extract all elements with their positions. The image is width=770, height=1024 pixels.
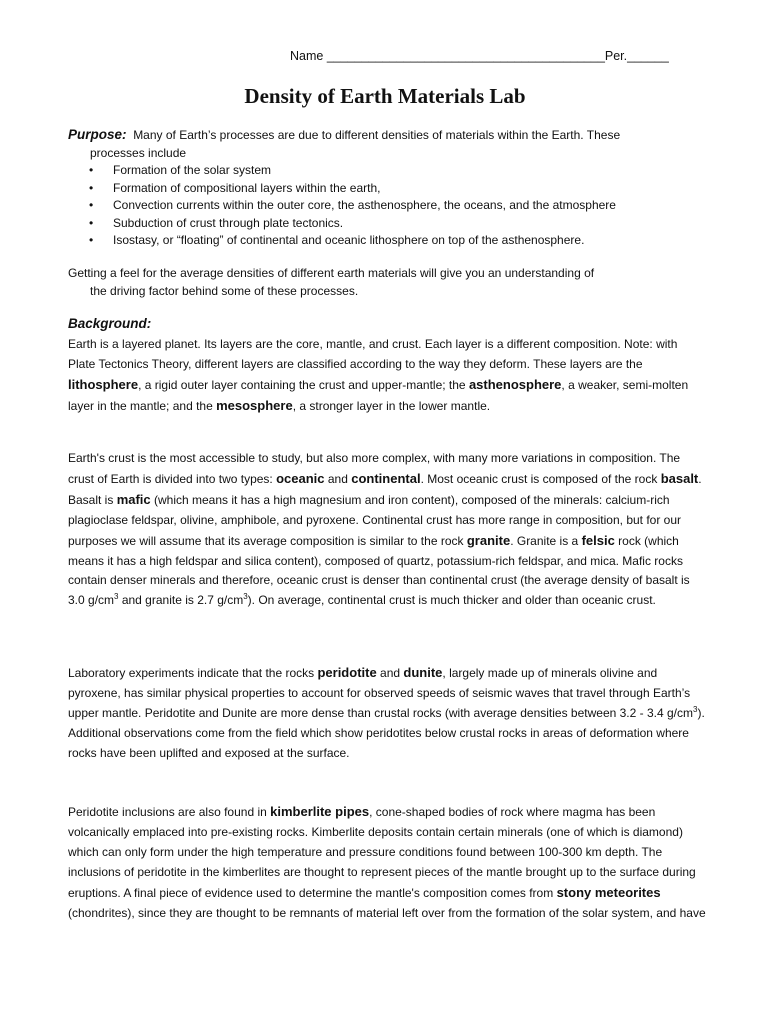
paragraph-text: , a rigid outer layer containing the crust and upper-mantle; the [138,377,469,392]
purpose-heading: Purpose: [68,127,127,142]
term-basalt: basalt [660,470,699,486]
crust-paragraph [68,449,708,611]
paragraph-text: ). Additional observations come from the field which show peridotites below crustal rocks in areas of deformation where rocks have been uplifted and exposed at the surface. [68,705,705,760]
paragraph-text: Earth is a layered planet. Its layers are the core, mantle, and crust. Each layer is a different composition. Note: with Plate Tectonics Theory, different layers are classified according to the way they deform. These layers are the [68,337,678,371]
purpose-intro-continued: processes include [90,145,187,160]
paragraph-text: Peridotite inclusions are also found in [68,805,271,819]
list-item: • Isostasy, or “floating” of continental and oceanic lithosphere on top of the asthenosphere. [113,232,708,250]
page-title: Density of Earth Materials Lab [244,84,526,108]
term-oceanic: oceanic [276,470,325,486]
paragraph-text: . Basalt is [68,471,702,507]
paragraph-text: ). On average, continental crust is much thicker and older than oceanic crust. [247,593,656,608]
paragraph-text: (which means it has a high magnesium and iron content), composed of the minerals: calcium-rich plagioclase feldspar, olivine, amphibole, and pyroxene. Continental crust has more range in composition, but for our purposes we will assume that its average composition is similar to the rock [68,492,682,548]
getting-line-2: the driving factor behind some of these processes. [90,284,359,298]
term-kimberlite-pipes: kimberlite pipes [270,804,370,819]
layers-paragraph [68,335,708,417]
paragraph-text: , cone-shaped bodies of rock where magma has been volcanically emplaced into pre-existing rocks. Kimberlite deposits contain certain minerals (one of which is diamond) which can only form under the high temperature and pressure conditions found between 100-300 km depth. The inclusions of peridotite in the kimberlites are thought to represent pieces of the mantle brought up to the surface during eruptions. A final piece of evidence used to determine the mantle's composition comes from [68,805,696,900]
paragraph-text: , a weaker, semi-molten layer in the mantle; and the [68,377,689,413]
term-stony-meteorites: stony meteorites [556,884,661,900]
paragraph-text: and [376,666,404,680]
term-peridotite: peridotite [317,665,377,680]
paragraph-text: and granite is 2.7 g/cm [118,593,244,608]
list-item: • Subduction of crust through plate tectonics. [113,215,708,233]
list-item: • Convection currents within the outer core, the asthenosphere, the oceans, and the atmosphere [113,197,708,215]
paragraph-text: . Granite is a [510,533,582,548]
getting-a-feel-paragraph [68,264,708,300]
term-asthenosphere: asthenosphere [468,376,562,392]
term-granite: granite [466,532,511,548]
superscript: 3 [114,592,119,602]
purpose-intro [68,126,708,145]
term-felsic: felsic [581,532,615,548]
background-heading: Background: [68,316,152,331]
paragraph-text: , a stronger layer in the lower mantle. [292,398,491,413]
paragraph-text: . Most oceanic crust is composed of the rock [420,471,661,486]
purpose-section [68,126,708,250]
paragraph-text: and [324,471,352,486]
process-list [68,162,708,250]
list-item: • Formation of compositional layers within the earth, [113,180,708,198]
paragraph-text: Laboratory experiments indicate that the rocks [68,666,318,680]
term-lithosphere: lithosphere [68,376,139,392]
paragraph-text: Earth's crust is the most accessible to study, but also more complex, with many more variations in composition. The crust of Earth is divided into two types: [68,451,681,486]
paragraph-text: , largely made up of minerals olivine and pyroxene, has similar physical properties to account for observed speeds of seismic waves that travel through Earth’s upper mantle. Peridotite and Dunite are more dense than crustal rocks (with average densities between 3.2 - 3.4 g/cm [68,666,694,720]
purpose-intro-text: Many of Earth’s processes are due to different densities of materials within the Earth. These [133,128,621,142]
list-item: • Formation of the solar system [113,162,708,180]
term-mafic: mafic [116,491,151,507]
paragraph-text: (chondrites), since they are thought to be remnants of material left over from the formation of the solar system, and have [68,905,706,920]
mantle-experiments-paragraph [68,663,708,764]
term-dunite: dunite [403,665,443,680]
name-period-line: Name ________________________________________Per.______ [290,49,669,63]
kimberlite-paragraph [68,802,708,923]
term-mesosphere: mesosphere [216,397,293,413]
superscript: 3 [243,592,248,602]
superscript: 3 [693,704,698,714]
getting-line-1: Getting a feel for the average densities of different earth materials will give you an understanding of [68,266,595,280]
paragraph-text: rock (which means it has a high feldspar and silica content), composed of quartz, potassium-rich feldspar, and mica. Mafic rocks contain denser minerals and therefore, oceanic crust is denser than continental crust (the average density of basalt is 3.0 g/cm [68,533,690,608]
term-continental: continental [351,470,421,486]
